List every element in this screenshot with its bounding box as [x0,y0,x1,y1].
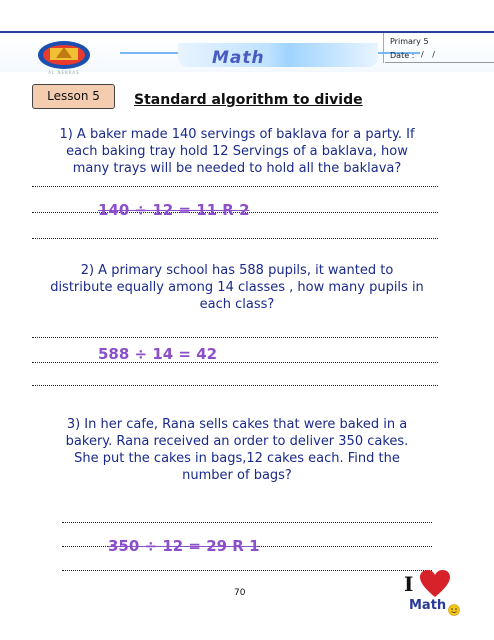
answer-1: 140 ÷ 12 = 11 R 2 [98,201,250,219]
answer-line [32,337,438,338]
header-banner [178,43,378,67]
question-2 [32,262,442,313]
question-3 [32,416,442,484]
answer-2: 588 ÷ 14 = 42 [98,345,218,363]
header-top-rule [0,31,494,33]
header-divider [383,33,384,63]
header-underline [385,62,494,63]
logo-caption: AL NEBRAS [48,70,80,75]
page-number: 70 [234,588,246,598]
question-1-line-1: 1) A baker made 140 servings of baklava for a party. If [59,127,415,142]
date-value: / / [421,50,438,59]
answer-line [32,385,438,386]
i-love-math-logo [404,570,484,600]
lesson-badge: Lesson 5 [32,84,115,109]
answer-line [62,570,432,571]
brand-math [409,598,446,613]
question-3-line-1: 3) In her cafe, Rana sells cakes that were baked in a [66,417,408,432]
answer-line [32,238,438,239]
question-2-line-3: each class? [199,297,275,312]
question-1-line-3: many trays will be needed to hold all the baklava? [72,161,402,176]
smiley-icon [448,604,460,616]
date-label: Date : [390,51,415,60]
answer-line [32,186,438,187]
answer-line [32,362,438,363]
question-3-line-4: number of bags? [182,468,292,483]
school-logo-icon [36,38,92,70]
question-1 [32,126,442,177]
subject-title: Math [212,48,265,68]
question-1-line-2: each baking tray hold 12 Servings of a baklava, how [66,144,408,159]
brand-i: I [404,572,414,596]
question-2-line-1: 2) A primary school has 588 pupils, it wanted to [80,263,394,278]
answer-line [62,522,432,523]
question-3-line-2: bakery. Rana received an order to deliver 350 cakes. [65,434,409,449]
lesson-title: Standard algorithm to divide [134,92,363,108]
answer-3: 350 ÷ 12 = 29 R 1 [108,537,260,555]
question-2-line-2: distribute equally among 14 classes , how many pupils in [50,280,424,295]
question-3-line-3: She put the cakes in bags,12 cakes each. Find the [74,451,400,466]
heart-icon [420,570,450,598]
grade-label: Primary 5 [390,37,429,46]
brand-math-text: Math [409,598,447,613]
